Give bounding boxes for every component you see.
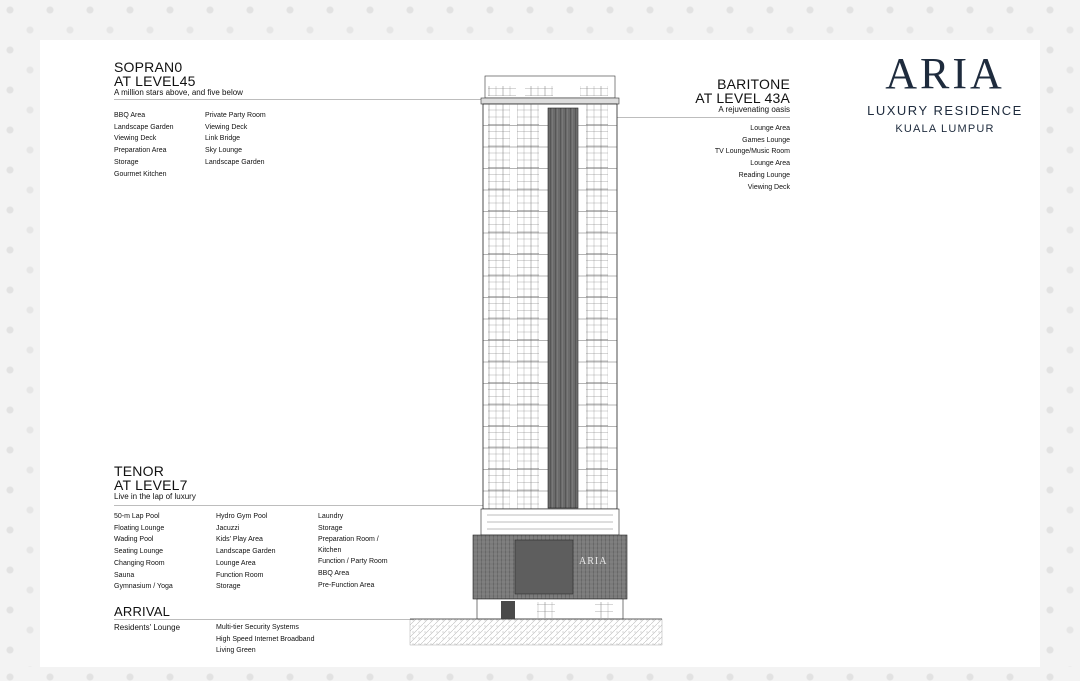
- list-item: Viewing Deck: [747, 183, 790, 191]
- list-item: Landscape Garden: [205, 158, 265, 166]
- baritone-title: BARITONE: [717, 76, 790, 92]
- list-item: Private Party Room: [205, 112, 266, 119]
- soprano-level: AT LEVEL45: [114, 73, 196, 89]
- list-item: High Speed Internet Broadband: [216, 635, 315, 643]
- list-item: Viewing Deck: [205, 123, 248, 131]
- list-item: Gourmet Kitchen: [114, 170, 167, 178]
- decorative-border-top: [0, 0, 1080, 40]
- decorative-border-bottom: [0, 667, 1080, 681]
- list-item: Link Bridge: [205, 135, 241, 143]
- list-item: TV Lounge/Music Room: [714, 148, 790, 156]
- arrival-title: ARRIVAL: [114, 604, 171, 619]
- list-item: Preparation Room /: [318, 536, 379, 544]
- list-item: Laundry: [318, 513, 344, 520]
- list-item: Wading Pool: [114, 536, 154, 544]
- list-item: Function Room: [216, 571, 264, 579]
- list-item: Seating Lounge: [114, 548, 164, 556]
- list-item: Storage: [318, 524, 343, 532]
- list-item: Preparation Area: [114, 147, 167, 155]
- brand-tagline: LUXURY RESIDENCE: [867, 103, 1023, 118]
- tenor-level: AT LEVEL7: [114, 477, 188, 493]
- list-item: Games Lounge: [742, 136, 790, 144]
- tenor-subtitle: Live in the lap of luxury: [114, 492, 196, 501]
- list-item: BBQ Area: [114, 112, 146, 119]
- list-item: 50-m Lap Pool: [114, 513, 160, 520]
- list-item: Floating Lounge: [114, 524, 165, 532]
- list-item: Lounge Area: [750, 160, 790, 168]
- decorative-border-right: [1040, 0, 1080, 681]
- list-item: Multi-tier Security Systems: [216, 624, 299, 631]
- baritone-subtitle: A rejuvenating oasis: [718, 105, 790, 114]
- soprano-title: SOPRAN0: [114, 59, 183, 75]
- list-item: Kids' Play Area: [216, 536, 263, 544]
- list-item: Sauna: [114, 571, 135, 579]
- tenor-list-1: [114, 511, 173, 593]
- soprano-subtitle: A million stars above, and five below: [114, 88, 243, 97]
- brand-location: KUALA LUMPUR: [895, 123, 995, 135]
- arrival-subtitle: Residents' Lounge: [114, 623, 181, 632]
- list-item: BBQ Area: [318, 569, 350, 577]
- list-item: Changing Room: [114, 559, 165, 567]
- list-item: Viewing Deck: [114, 135, 157, 143]
- arrival-list: [216, 622, 314, 657]
- list-item: Function / Party Room: [318, 558, 388, 566]
- list-item: Hydro Gym Pool: [216, 513, 268, 520]
- tenor-list-2: [216, 511, 276, 593]
- list-item: Landscape Garden: [114, 123, 174, 131]
- list-item: Lounge Area: [216, 559, 256, 567]
- list-item: Gymnasium / Yoga: [114, 583, 173, 591]
- list-item: Reading Lounge: [738, 171, 790, 179]
- building-elevation: [405, 60, 665, 660]
- baritone-level: AT LEVEL 43A: [695, 90, 790, 106]
- arrival-divider: [114, 619, 414, 620]
- list-item: Living Green: [216, 647, 256, 655]
- list-item: Storage: [114, 158, 139, 166]
- brand-logo: ARIA: [885, 49, 1005, 98]
- decorative-border-left: [0, 0, 40, 681]
- tenor-title: TENOR: [114, 463, 164, 479]
- soprano-list-1: [114, 110, 174, 180]
- list-item: Landscape Garden: [216, 548, 276, 556]
- tenor-list-3: [318, 511, 388, 591]
- soprano-list-2: [205, 110, 266, 169]
- list-item: Lounge Area: [750, 125, 790, 132]
- list-item: Storage: [216, 583, 241, 591]
- list-item: Pre-Function Area: [318, 581, 375, 589]
- building-sign: ARIA: [579, 556, 608, 567]
- list-item: Sky Lounge: [205, 147, 242, 155]
- list-item: Jacuzzi: [216, 524, 240, 532]
- list-item: Kitchen: [318, 547, 342, 555]
